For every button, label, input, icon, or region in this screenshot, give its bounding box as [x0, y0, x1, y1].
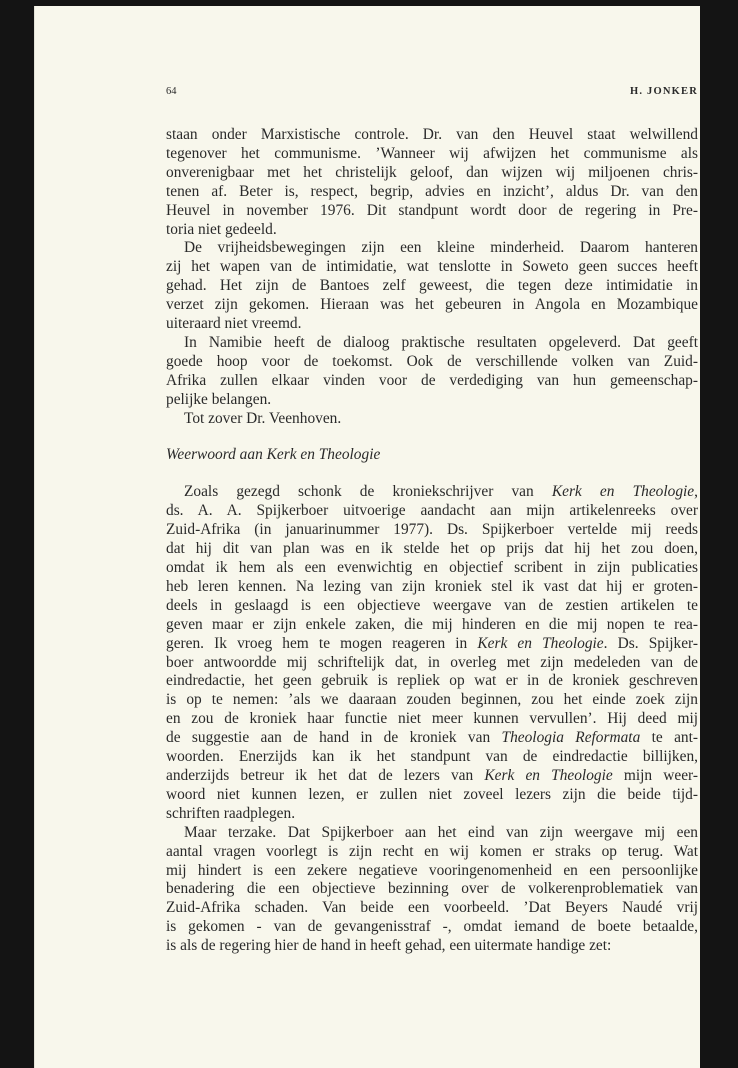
- text-line: woorden. Enerzijds kan ik het standpunt van de eindredactie billijken,: [166, 748, 698, 766]
- opening-paragraphs: [166, 126, 698, 429]
- text-line: schriften raadplegen.: [166, 804, 296, 822]
- text-line: aantal vragen voorlegt is zijn recht en wij komen er straks op terug. Wat: [166, 842, 698, 860]
- text-line: In Namibie heeft de dialoog praktische resultaten opgeleverd. Dat geeft: [184, 333, 698, 351]
- text-line: zij het wapen van de intimidatie, wat tenslotte in Soweto geen succes heeft: [166, 258, 698, 276]
- text-line: geven maar er zijn enkele zaken, die mij hinderen en die mij nopen te rea-: [166, 615, 698, 633]
- body-text: [166, 126, 698, 956]
- scan-edge: [34, 6, 35, 1068]
- text-line: mij hindert is een zekere negatieve vooringenomenheid en een persoonlijke: [166, 861, 698, 879]
- text-line: deels in geslaagd is een objectieve weergave van de zestien artikelen te: [166, 596, 698, 614]
- text-line: Tot zover Dr. Veenhoven.: [184, 409, 342, 427]
- page-number: 64: [166, 86, 177, 97]
- text-line: De vrijheidsbewegingen zijn een kleine minderheid. Daarom hanteren: [184, 239, 698, 257]
- text-line: tenen af. Beter is, respect, begrip, advies en inzicht’, aldus Dr. van den: [166, 182, 698, 200]
- text-line: goede hoop voor de toekomst. Ook de verschillende volken van Zuid-: [166, 352, 698, 370]
- text-line: anderzijds betreur ik het dat de lezers van Kerk en Theologie mijn weer-: [166, 767, 698, 784]
- text-line: eindredactie, het geen gebruik is repliek op wat er in de kroniek geschreven: [166, 672, 698, 690]
- section-title: Weerwoord aan Kerk en Theologie: [166, 445, 381, 463]
- text-line: benadering die een objectieve bezinning over de volkerenproblematiek van: [166, 880, 698, 898]
- text-line: de suggestie aan de hand in de kroniek van Theologia Reformata te ant-: [166, 729, 699, 747]
- text-line: ds. A. A. Spijkerboer uitvoerige aandacht aan mijn artikelenreeks over: [166, 502, 698, 520]
- text-line: gehad. Het zijn de Bantoes zelf geweest, die tegen deze intimidatie in: [166, 277, 698, 295]
- text-line: omdat ik hem als een evenwichtig en objectief scribent in zijn publicaties: [166, 559, 698, 577]
- text-line: heb leren kennen. Na lezing van zijn kroniek stel ik vast dat hij er groten-: [166, 577, 698, 595]
- text-line: staan onder Marxistische controle. Dr. van den Heuvel staat welwillend: [166, 126, 698, 143]
- text-line: verzet zijn gekomen. Hieraan was het gebeuren in Angola en Mozambique: [166, 296, 698, 314]
- text-line: pelijke belangen.: [166, 390, 272, 408]
- text-line: is op te nemen: ’als we daaraan zouden beginnen, zou het einde zoek zijn: [166, 691, 698, 709]
- text-line: Heuvel in november 1976. Dit standpunt wordt door de regering in Pre-: [166, 201, 698, 219]
- text-line: geren. Ik vroeg hem te mogen reageren in Kerk en Theologie. Ds. Spijker-: [166, 634, 698, 652]
- text-line: tegenover het communisme. ’Wanneer wij afwijzen het communisme als: [166, 144, 698, 162]
- text-line: uiteraard niet vreemd.: [166, 315, 302, 333]
- text-line: Maar terzake. Dat Spijkerboer aan het eind van zijn weergave mij een: [184, 823, 698, 841]
- text-line: Zuid-Afrika (in januarinummer 1977). Ds. Spijkerboer vertelde mij reeds: [166, 521, 698, 539]
- scanned-page: [34, 6, 700, 1068]
- text-line: Zoals gezegd schonk de kroniekschrijver van Kerk en Theologie,: [184, 483, 698, 501]
- text-line: Afrika zullen elkaar vinden voor de verdediging van hun gemeenschap-: [166, 371, 698, 389]
- text-line: onverenigbaar met het christelijk geloof, dan wijzen wij miljoenen chris-: [166, 163, 698, 181]
- text-line: toria niet gedeeld.: [166, 220, 277, 238]
- text-line: is als de regering hier de hand in heeft gehad, een uitermate handige zet:: [166, 937, 612, 955]
- running-head-author: H. JONKER: [630, 86, 698, 97]
- text-line: dat hij dit van plan was en ik stelde het op prijs dat hij het zou doen,: [166, 540, 698, 558]
- text-line: Zuid-Afrika schaden. Van beide een voorbeeld. ’Dat Beyers Naudé vrij: [166, 899, 698, 917]
- text-line: is gekomen - van de gevangenisstraf -, omdat iemand de boete betaalde,: [166, 918, 698, 936]
- section-paragraphs: [166, 483, 698, 956]
- text-line: en zou de kroniek haar functie niet meer kunnen vervullen’. Hij deed mij: [166, 710, 698, 728]
- text-line: woord niet kunnen lezen, er zullen niet zoveel lezers zijn die beide tijd-: [166, 785, 698, 803]
- text-line: boer antwoordde mij schriftelijk dat, in overleg met zijn medeleden van de: [166, 653, 698, 671]
